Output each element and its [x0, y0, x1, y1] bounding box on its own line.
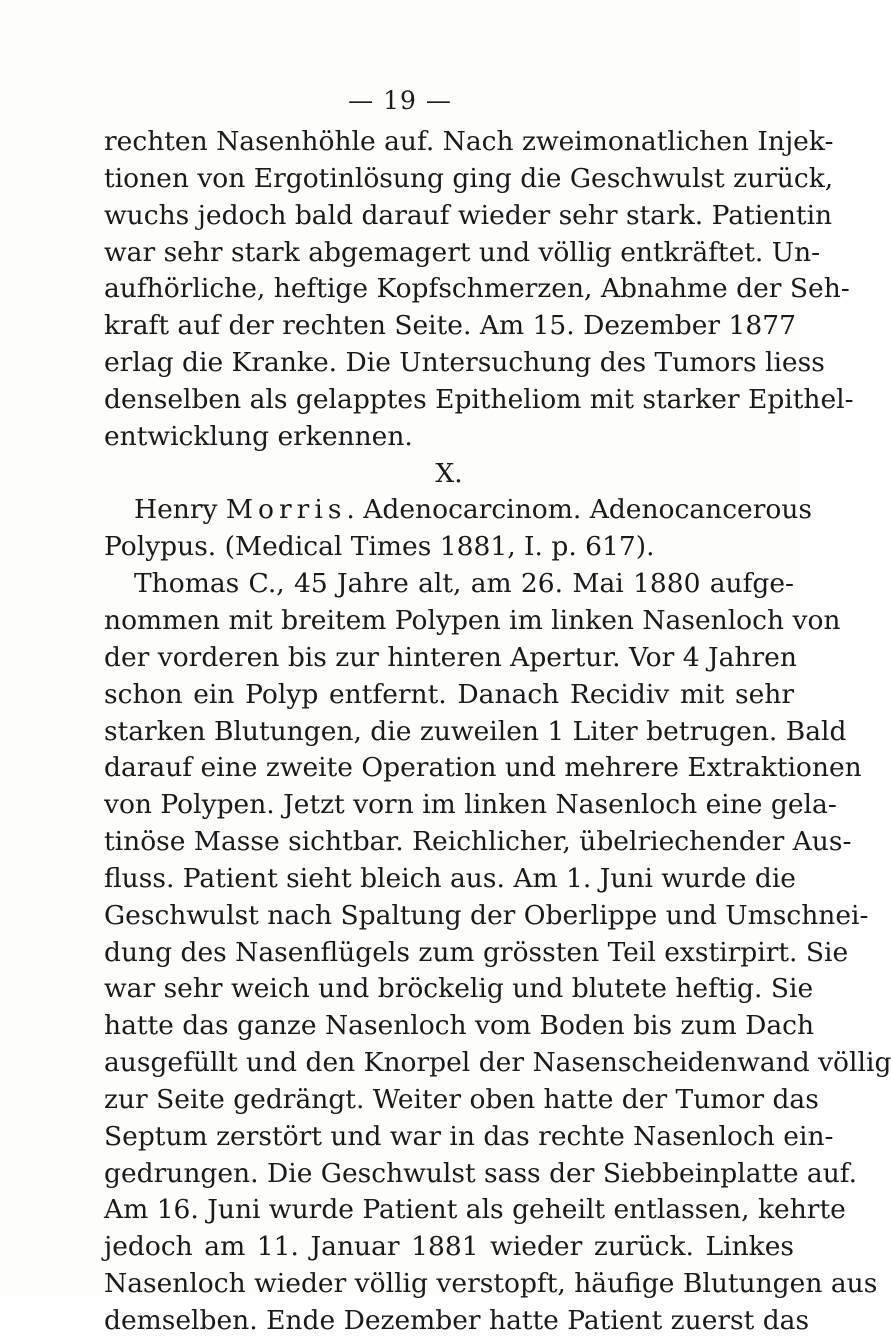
- paragraph-end-line: entwicklung erkennen.: [104, 420, 413, 452]
- citation-prefix: Henry: [134, 494, 226, 526]
- text-line: dung des Nasenflügels zum grössten Teil exstirpirt. Sie: [104, 936, 849, 968]
- page-number: — 19 —: [348, 86, 452, 115]
- text-line: tinöse Masse sichtbar. Reichlicher, übelriechender Aus-: [104, 826, 852, 858]
- text-line: ausgefüllt und den Knorpel der Nasenscheidenwand völlig: [104, 1047, 891, 1079]
- text-line: aufhörliche, heftige Kopfschmerzen, Abnahme der Seh-: [104, 273, 850, 305]
- section-heading: X.: [435, 457, 463, 489]
- text-line: denselben als gelapptes Epitheliom mit starker Epithel-: [104, 383, 854, 415]
- text-line: schon ein Polyp entfernt. Danach Recidiv mit sehr: [104, 678, 794, 710]
- text-line: gedrungen. Die Geschwulst sass der Siebbeinplatte auf.: [104, 1157, 858, 1189]
- text-line: war sehr weich und bröckelig und blutete heftig. Sie: [104, 973, 814, 1005]
- text-line: von Polypen. Jetzt vorn im linken Nasenloch eine gela-: [104, 789, 837, 821]
- text-line: erlag die Kranke. Die Untersuchung des Tumors liess: [104, 347, 825, 379]
- citation-title: . Adenocarcinom. Adenocancerous: [346, 494, 813, 526]
- text-line: Thomas C., 45 Jahre alt, am 26. Mai 1880 aufge-: [134, 568, 794, 600]
- text-line: Nasenloch wieder völlig verstopft, häufige Blutungen aus: [104, 1268, 878, 1300]
- text-line: darauf eine zweite Operation und mehrere Extraktionen: [104, 752, 862, 784]
- text-line: wuchs jedoch bald darauf wieder sehr stark. Patientin: [104, 199, 833, 231]
- text-line: rechten Nasenhöhle auf. Nach zweimonatlichen Injek-: [104, 126, 834, 157]
- text-line: demselben. Ende Dezember hatte Patient zuerst das: [104, 1305, 810, 1336]
- text-line: der vorderen bis zur hinteren Apertur. Vor 4 Jahren: [104, 641, 797, 673]
- author-name: Morris: [225, 494, 347, 526]
- text-line: jedoch am 11. Januar 1881 wieder zurück. Linkes: [104, 1231, 794, 1263]
- text-line: fluss. Patient sieht bleich aus. Am 1. Juni wurde die: [104, 862, 796, 894]
- body-text: [104, 124, 891, 1340]
- text-line: tionen von Ergotinlösung ging die Geschwulst zurück,: [104, 162, 834, 194]
- text-line: hatte das ganze Nasenloch vom Boden bis zum Dach: [104, 1010, 815, 1042]
- text-line: starken Blutungen, die zuweilen 1 Liter betrugen. Bald: [104, 715, 847, 747]
- text-line: kraft auf der rechten Seite. Am 15. Dezember 1877: [104, 310, 796, 342]
- citation-line: [104, 492, 813, 529]
- text-line: zur Seite gedrängt. Weiter oben hatte der Tumor das: [104, 1083, 819, 1115]
- text-line: nommen mit breitem Polypen im linken Nasenloch von: [104, 604, 841, 636]
- text-line: war sehr stark abgemagert und völlig entkräftet. Un-: [104, 236, 821, 268]
- text-line: Am 16. Juni wurde Patient als geheilt entlassen, kehrte: [104, 1194, 846, 1226]
- text-line: Septum zerstört und war in das rechte Nasenloch ein-: [104, 1120, 834, 1152]
- text-line: Geschwulst nach Spaltung der Oberlippe und Umschnei-: [104, 899, 869, 931]
- citation-source: Polypus. (Medical Times 1881, I. p. 617).: [104, 531, 655, 563]
